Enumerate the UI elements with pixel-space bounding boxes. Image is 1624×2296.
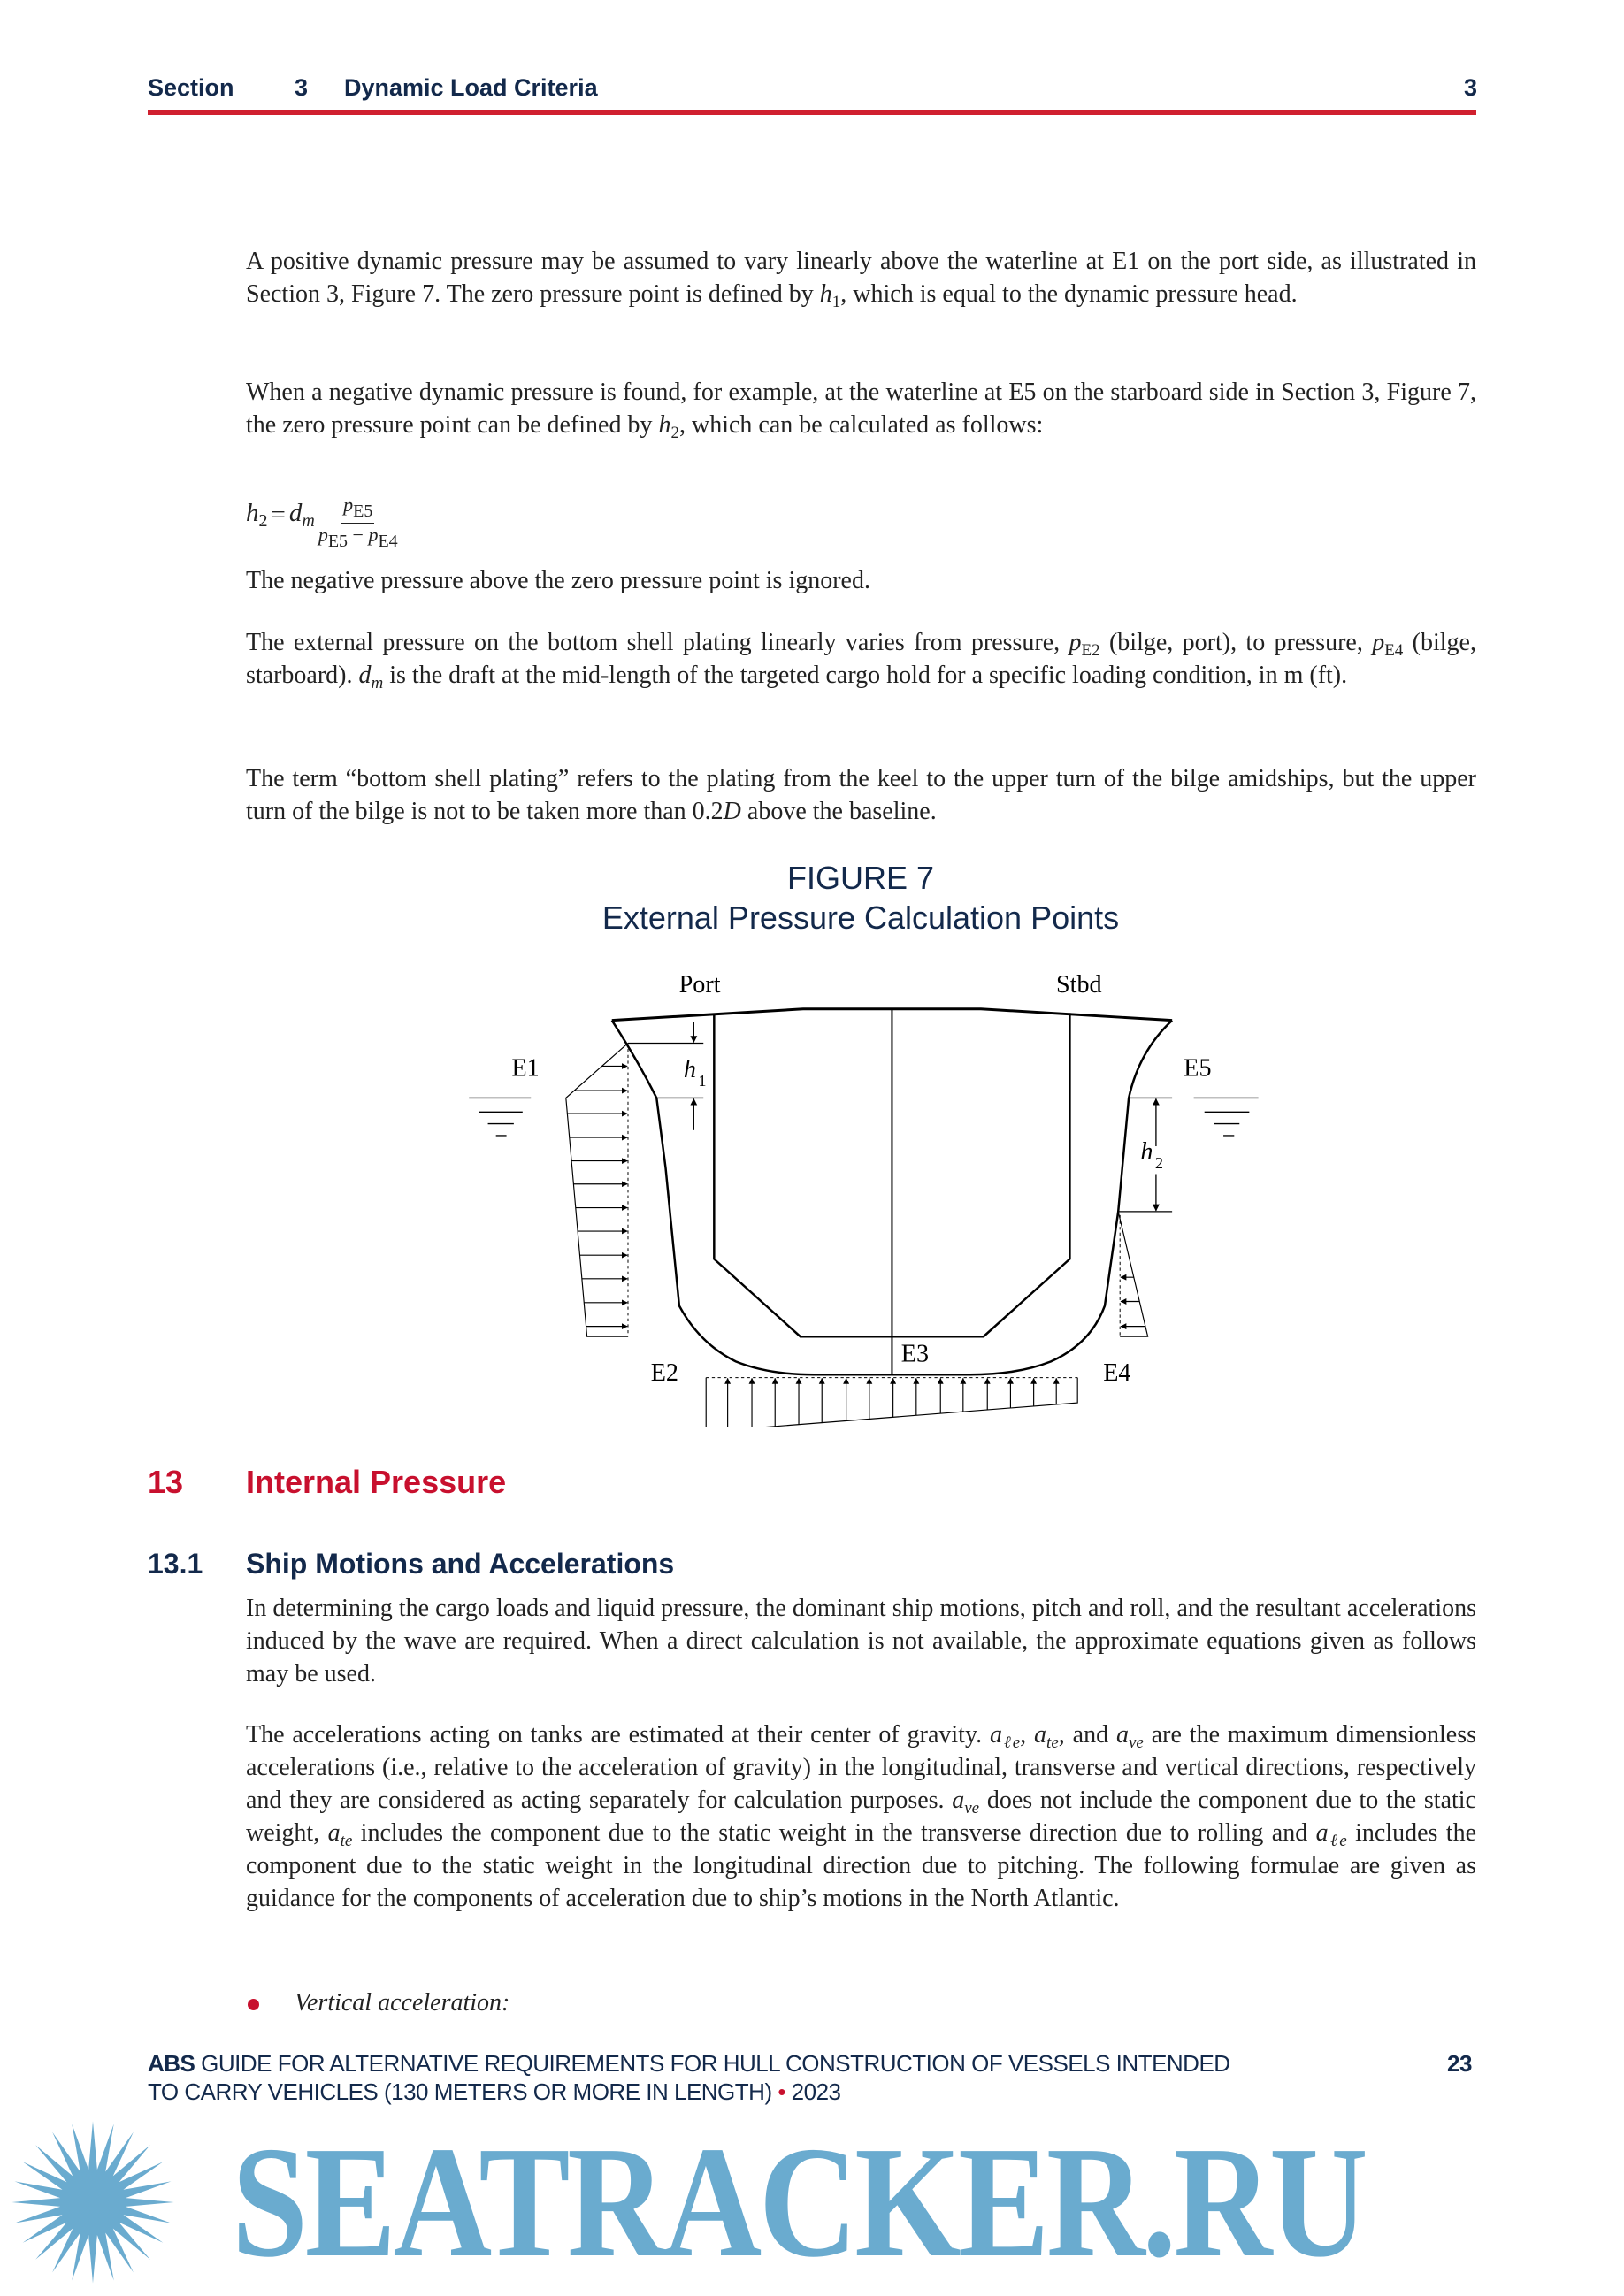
math-symbol: $a_{\ell e}$ — [990, 1721, 1021, 1752]
paragraph-negative-pressure: When a negative dynamic pressure is found, for example, at the waterline at E5 on the starboard side in Section 3, Figure 7, the zero pressure point can be defined by $h_2$, which can be calculated as follows: — [246, 379, 1476, 442]
paragraph-bottom-shell: The term “bottom shell plating” refers to the plating from the keel to the upper turn of the bilge amidships, but the upper turn of the bilge is not to be taken more than 0.2D above the baseline. — [246, 765, 1476, 825]
math-symbol: $d_m$ — [358, 662, 384, 693]
formula-subscript: 2 — [258, 511, 268, 531]
paragraph-external-pressure: The external pressure on the bottom shell plating linearly varies from pressure, $p_{E2}$ (bilge, port), to pressure, $p_{E4}$ (bilge, starboard). $d_m$ is the draft at the mid-length of the targeted cargo hold for a specific loading condition, in m (ft). — [246, 629, 1476, 693]
header-page-section: 3 — [1464, 74, 1478, 101]
footer-dot: • — [771, 2078, 792, 2105]
formula-symbol: p — [368, 524, 379, 546]
footer-year: 2023 — [791, 2078, 841, 2105]
header-section-title: Dynamic Load Criteria — [344, 74, 598, 101]
paragraph-positive-pressure: A positive dynamic pressure may be assumed to vary linearly above the waterline at E1 on the port side, as illustrated in Section 3, Figure 7. The zero pressure point is defined by $h_1$, which is equal to the dynamic pressure head. — [246, 248, 1476, 311]
label-e3: E3 — [900, 1340, 930, 1368]
formula-subscript: m — [302, 511, 315, 531]
footer-line-1 — [148, 2050, 1230, 2077]
math-symbol: $a_{\ell e}$ — [1315, 1819, 1347, 1850]
math-symbol: D — [723, 798, 741, 825]
math-symbol: $p_{E4}$ — [1372, 629, 1404, 660]
hull-pressure-diagram — [454, 959, 1274, 1427]
paragraph-accelerations: The accelerations acting on tanks are estimated at their center of gravity. $a_{\ell e}$, $a_{te}$, and $a_{ve}$ are the maximum dimensionless accelerations (i.e., relative to the acceleration of gravity) in the longitudinal, transverse and vertical directions, respectively and they are considered as acting separately for calculation purposes. $a_{ve}$ does not include the component due to the static weight, $a_{te}$ includes the component due to the static weight in the transverse direction due to rolling and $a_{\ell e}$ includes the component due to the static weight in the longitudinal direction due to pitching. The following formulae are given as guidance for the components of acceleration due to ship’s motions in the North Atlantic. — [246, 1721, 1476, 1912]
section-13-number: 13 — [148, 1464, 184, 1500]
label-e4: E4 — [1103, 1358, 1131, 1387]
formula-symbol: d — [288, 499, 303, 527]
formula-symbol: p — [318, 524, 328, 546]
bullet-vertical-acceleration: Vertical acceleration: — [295, 1989, 510, 2017]
formula-equals: = — [271, 501, 286, 529]
e4-pressure-profile — [1118, 1212, 1147, 1336]
header-section-label: Section — [148, 74, 234, 101]
formula-subscript: E5 — [353, 501, 373, 521]
bullet-icon — [248, 1999, 259, 2010]
label-h1-sub: 1 — [698, 1072, 707, 1091]
formula-subscript: E4 — [378, 532, 398, 551]
label-e1: E1 — [511, 1054, 540, 1083]
formula-fraction — [318, 494, 398, 553]
math-symbol: $h_1$ — [819, 280, 841, 311]
label-h2-sub: 2 — [1154, 1153, 1164, 1172]
label-stbd: Stbd — [1056, 971, 1102, 999]
math-symbol: $a_{ve}$ — [952, 1787, 980, 1818]
waterline-stbd-symbol — [1194, 1098, 1259, 1136]
label-port: Port — [678, 971, 721, 999]
math-symbol: $p_{E2}$ — [1069, 629, 1100, 660]
formula-h2 — [246, 478, 398, 553]
label-e2: E2 — [650, 1358, 678, 1387]
figure-number: FIGURE 7 — [786, 860, 935, 896]
formula-symbol: h — [246, 499, 259, 527]
section-13-1-title: Ship Motions and Accelerations — [246, 1548, 675, 1580]
bottom-pressure-profile — [706, 1378, 1077, 1427]
footer-title-cont: TO CARRY VEHICLES (130 METERS OR MORE IN LENGTH) — [148, 2078, 772, 2105]
footer-page-number: 23 — [1447, 2050, 1472, 2077]
waterline-port-symbol — [469, 1098, 531, 1136]
header-section-number: 3 — [295, 74, 309, 101]
watermark-sun-icon — [9, 2118, 177, 2286]
math-symbol: $h_2$ — [658, 411, 679, 442]
formula-subscript: E5 — [327, 532, 349, 551]
math-symbol: $a_{te}$ — [327, 1819, 353, 1850]
formula-symbol: p — [343, 494, 354, 516]
footer-title: GUIDE FOR ALTERNATIVE REQUIREMENTS FOR HULL CONSTRUCTION OF VESSELS INTENDED — [195, 2050, 1230, 2077]
paragraph-ship-motions: In determining the cargo loads and liquid pressure, the dominant ship motions, pitch and roll, and the resultant accelerations induced by the wave are required. When a direct calculation is not available, the approximate equations given as follows may be used. — [246, 1595, 1476, 1688]
footer-line-2 — [148, 2078, 841, 2105]
label-h2: h — [1140, 1137, 1153, 1166]
formula-minus: − — [352, 524, 364, 546]
figure-title: External Pressure Calculation Points — [601, 899, 1120, 936]
label-e5: E5 — [1184, 1054, 1212, 1083]
section-13-1-number: 13.1 — [148, 1548, 203, 1580]
header-divider — [148, 110, 1476, 115]
label-h1: h — [683, 1056, 696, 1084]
math-symbol: $a_{ve}$ — [1115, 1721, 1144, 1752]
footer-brand: ABS — [148, 2050, 195, 2077]
e1-pressure-profile — [566, 1043, 628, 1336]
watermark-logo: SEATRACKER.RU — [232, 2114, 1366, 2290]
math-symbol: $a_{te}$ — [1034, 1721, 1059, 1752]
paragraph-ignored: The negative pressure above the zero pressure point is ignored. — [246, 567, 870, 594]
section-13-title: Internal Pressure — [246, 1464, 507, 1500]
